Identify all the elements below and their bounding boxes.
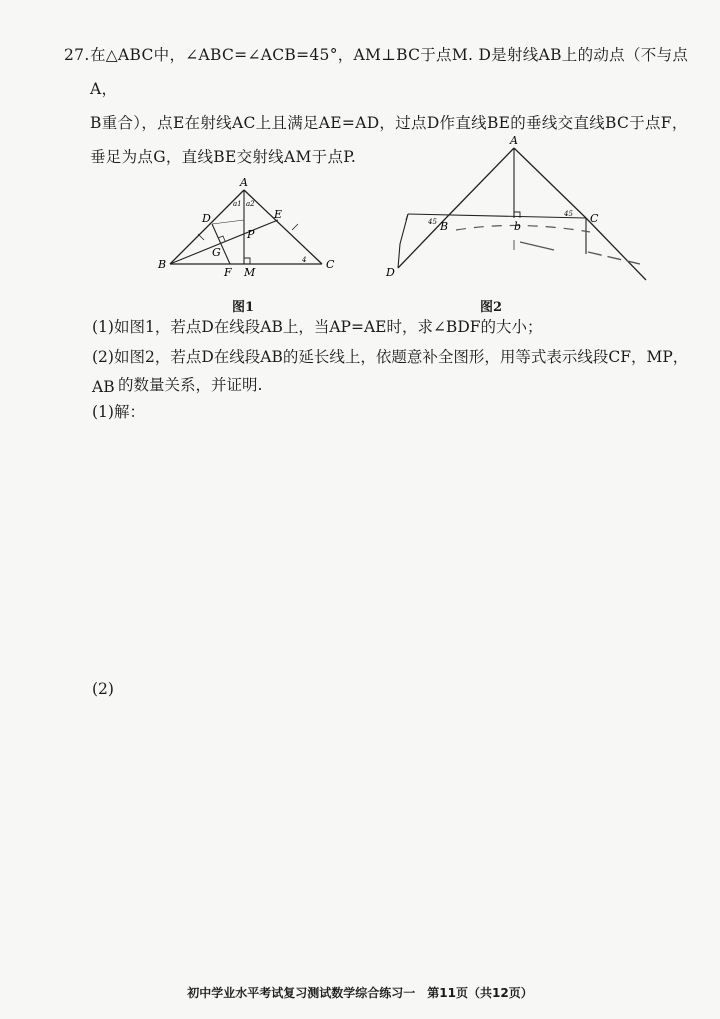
fig2-label-D: D	[386, 266, 395, 279]
fig2-label-A: A	[510, 134, 518, 147]
figure-2-caption: 图2	[480, 300, 503, 315]
fig2-label-C: C	[590, 212, 599, 225]
fig1-label-A: A	[240, 176, 248, 189]
figure-1-diagram	[150, 176, 340, 286]
fig1-angle-c1: 4	[302, 256, 307, 264]
fig1-label-B: B	[158, 258, 167, 271]
fig1-label-C: C	[326, 258, 335, 271]
figure-1	[150, 176, 340, 286]
question-2-line-1: (2)如图2，若点D在线段AB的延长线上，依题意补全图形，用等式表示线段CF，MP，AB	[92, 348, 689, 396]
fig1-label-G: G	[212, 246, 221, 259]
page-footer: 初中学业水平考试复习测试数学综合练习一 第11页（共12页）	[187, 986, 533, 1000]
fig1-label-M: M	[244, 266, 256, 279]
fig1-label-D: D	[202, 212, 211, 225]
figure-1-caption: 图1	[232, 300, 255, 315]
fig2-label-M: b	[514, 220, 522, 233]
figure-2	[378, 134, 658, 284]
fig1-angle-a2: a2	[246, 200, 255, 208]
figure-2-diagram	[378, 134, 658, 284]
problem-line-3: 垂足为点G，直线BE交射线AM于点P.	[90, 148, 357, 166]
fig2-angle-c1: 45	[564, 210, 573, 218]
fig2-label-B: B	[440, 220, 449, 233]
fig1-label-E: E	[274, 208, 283, 221]
fig1-angle-a1: a1	[233, 200, 242, 208]
fig2-angle-b1: 45	[428, 218, 437, 226]
answer-1-label: (1)解：	[92, 403, 145, 421]
question-1: (1)如图1，若点D在线段AB上，当AP=AE时，求∠BDF的大小；	[92, 318, 543, 336]
problem-line-2: B重合），点E在射线AC上且满足AE=AD，过点D作直线BE的垂线交直线BC于点F，	[90, 114, 688, 132]
answer-2-label: (2)	[92, 680, 114, 698]
question-2-line-2: 的数量关系，并证明.	[118, 376, 263, 394]
problem-number: 27.	[64, 46, 90, 64]
problem-line-1: 在△ABC中，∠ABC=∠ACB=45°，AM⊥BC于点M. D是射线AB上的动点（不与点A，	[90, 46, 689, 98]
fig1-label-P: P	[247, 228, 255, 241]
fig1-label-F: F	[224, 266, 232, 279]
